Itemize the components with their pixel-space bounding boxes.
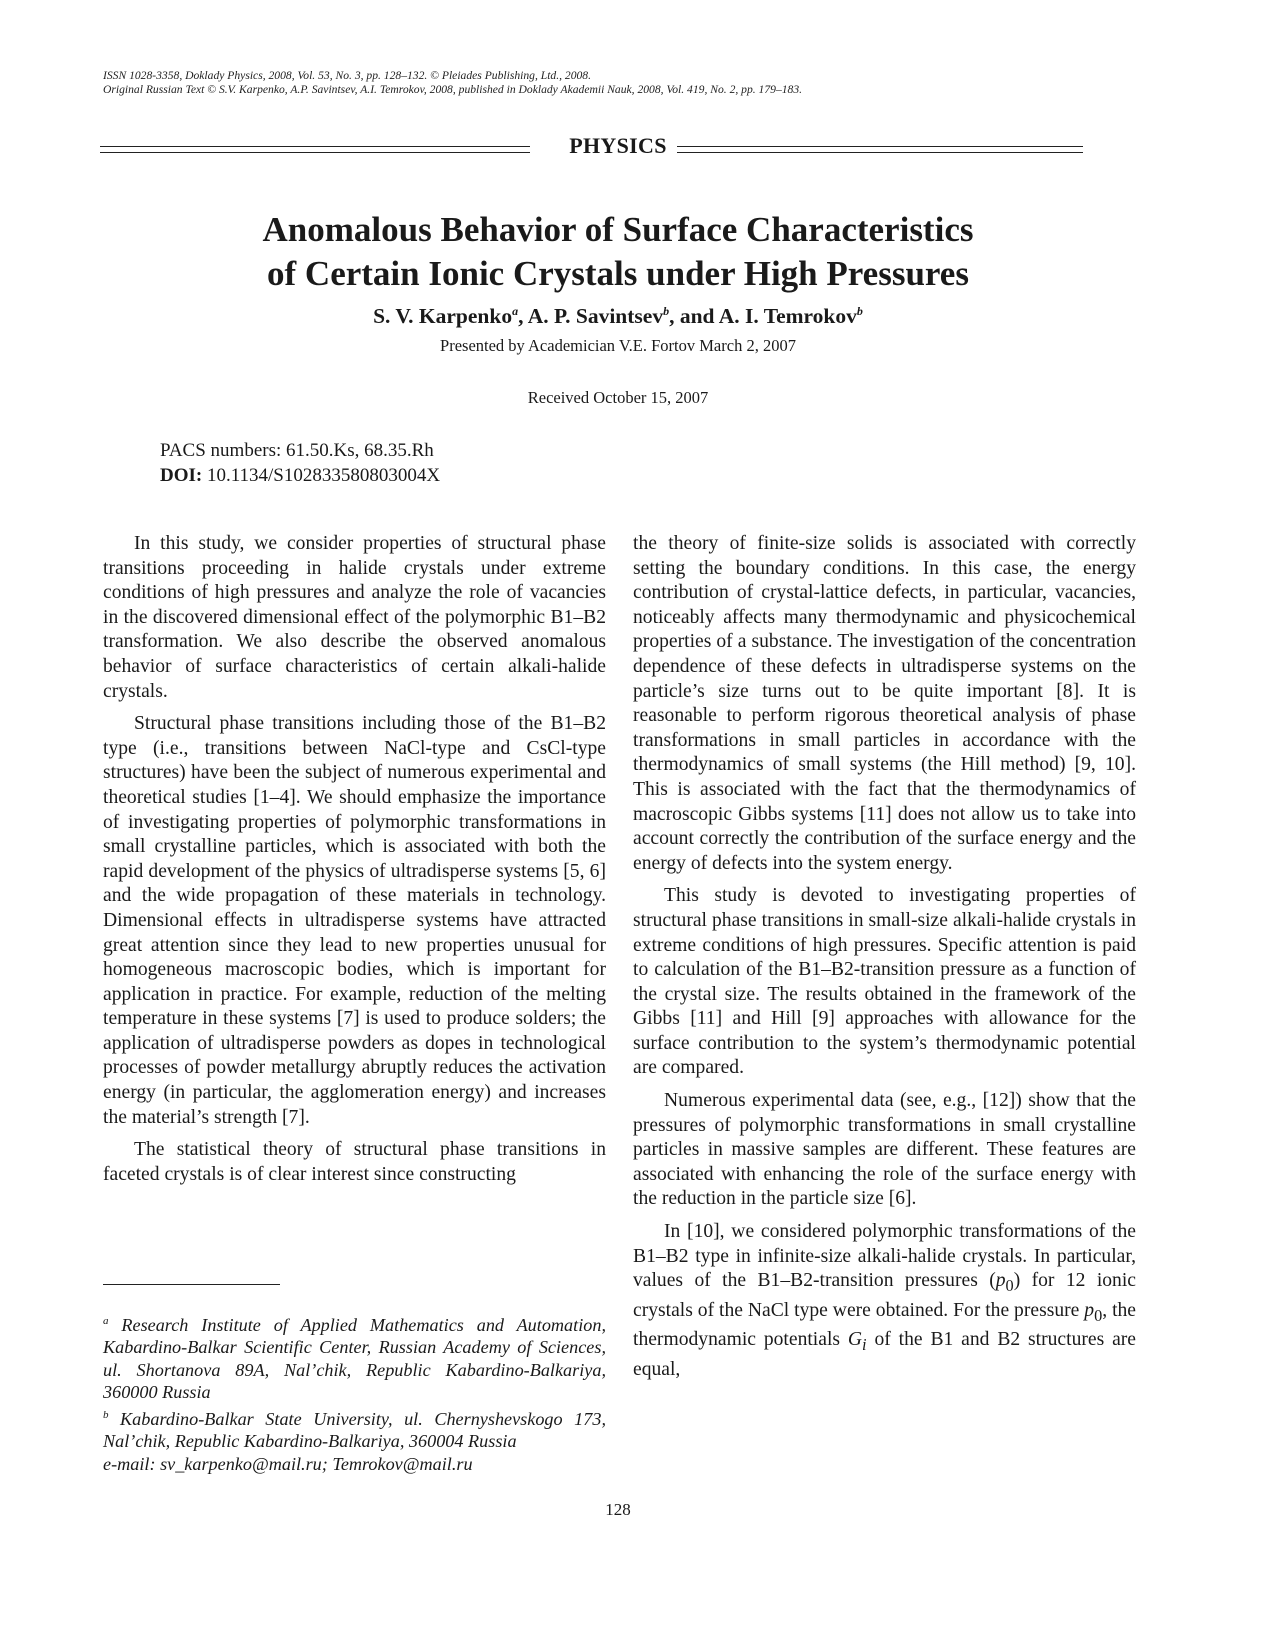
pacs-numbers: PACS numbers: 61.50.Ks, 68.35.Rh: [160, 440, 434, 461]
identifiers: [160, 438, 440, 488]
author-2-affiliation: b: [663, 304, 670, 318]
email-line: e-mail: sv_karpenko@mail.ru; Temrokov@mail.ru: [103, 1453, 473, 1474]
header-line-2: Original Russian Text © S.V. Karpenko, A.P. Savintsev, A.I. Temrokov, 2008, published in Doklady Akademii Nauk, 2008, Vol. 419, No. 2, pp. 179–183.: [103, 83, 803, 96]
doi: [160, 463, 440, 488]
title-line-2: of Certain Ionic Crystals under High Pressures: [267, 254, 969, 293]
paragraph: In [10], we considered polymorphic transformations of the B1–B2 type in infinite-size alkali-halide crystals. In particular, values of the B1–B2-transition pressures $(p_0)$ for 12 ionic crystals of the NaCl type were obtained. For the pressure $p_0$, the thermodynamic potentials $G_i$ of the B1 and B2 structures are equal,: [633, 1221, 1137, 1380]
paragraph: Structural phase transitions including those of the B1–B2 type (i.e., transitions between NaCl-type and CsCl-type structures) have been the subject of numerous experimental and theoretical studies [1–4]. We should emphasize the importance of investigating properties of polymorphic transformations in small crystalline particles, which is associated with both the rapid development of the physics of ultradisperse systems [5, 6] and the wide propagation of these materials in technology. Dimensional effects in ultradisperse systems have attracted great attention since they lead to new properties unusual for homogeneous macroscopic bodies, which is important for application in practice. For example, reduction of the melting temperature in these systems [7] is used to produce solders; the application of ultradisperse powders as dopes in technological processes of powder metallurgy abruptly reduces the activation energy (in particular, the agglomeration energy) and increases the material’s strength [7].: [103, 713, 606, 1128]
author-1-affiliation: a: [512, 304, 519, 318]
author-separator: , and: [669, 304, 719, 329]
author-3-affiliation: b: [856, 304, 863, 318]
author-list: [0, 304, 1236, 329]
left-column: [103, 532, 606, 1195]
paragraph: Numerous experimental data (see, e.g., [12]) show that the pressures of polymorphic transformations in small crystalline particles in massive samples are different. These features are associated with enhancing the role of the surface energy with the reduction in the particle size [6].: [633, 1090, 1136, 1210]
doi-label: DOI:: [160, 465, 203, 486]
title-line-1: Anomalous Behavior of Surface Characteristics: [262, 210, 974, 249]
received-date: Received October 15, 2007: [527, 388, 709, 407]
doi-value: 10.1134/S102833580803004X: [202, 465, 441, 486]
paper-title: [0, 208, 1236, 296]
paragraph: The statistical theory of structural phase transitions in faceted crystals is of clear interest since constructing: [103, 1139, 606, 1185]
section-heading: PHYSICS: [0, 133, 1236, 159]
footnotes: [103, 1310, 606, 1475]
footnote-divider: [103, 1284, 280, 1285]
author-1: S. V. Karpenko: [373, 304, 513, 329]
header-line-1: ISSN 1028-3358, Doklady Physics, 2008, Vol. 53, No. 3, pp. 128–132. © Pleiades Publishing, Ltd., 2008.: [103, 69, 591, 82]
paragraph: This study is devoted to investigating properties of structural phase transitions in small-size alkali-halide crystals in extreme conditions of high pressures. Specific attention is paid to calculation of the B1–B2-transition pressure as a function of the crystal size. The results obtained in the framework of the Gibbs [11] and Hill [9] approaches with allowance for the surface contribution to the system’s thermodynamic potential are compared.: [633, 885, 1136, 1079]
footnote-a: $^a$ Research Institute of Applied Mathematics and Automation, Kabardino-Balkar Scientific Center, Russian Academy of Sciences, ul. Shortanova 89A, Nal’chik, Republic Kabardino-Balkariya, 360000 Russia: [103, 1315, 606, 1403]
journal-header: [103, 69, 1183, 97]
page-number: 128: [605, 1500, 631, 1519]
presented-by: Presented by Academician V.E. Fortov March 2, 2007: [440, 336, 796, 355]
author-3: A. I. Temrokov: [718, 304, 857, 329]
paragraph: In this study, we consider properties of structural phase transitions proceeding in halide crystals under extreme conditions of high pressures and analyze the role of vacancies in the discovered dimensional effect of the polymorphic B1–B2 transformation. We also describe the observed anomalous behavior of surface characteristics of certain alkali-halide crystals.: [103, 533, 606, 702]
author-2: A. P. Savintsev: [527, 304, 664, 329]
footnote-b: $^b$ Kabardino-Balkar State University, ul. Chernyshevskogo 173, Nal’chik, Republic Kabardino-Balkariya, 360004 Russia: [103, 1408, 606, 1452]
right-column: [633, 532, 1136, 1390]
paragraph: the theory of finite-size solids is associated with correctly setting the boundary conditions. In this case, the energy contribution of crystal-lattice defects, in particular, vacancies, noticeably affects many thermodynamic and physicochemical properties of a substance. The investigation of the concentration dependence of these defects in ultradisperse systems on the particle’s size turns out to be quite important [8]. It is reasonable to perform rigorous theoretical analysis of phase transformations in small particles in accordance with the thermodynamics of small systems (the Hill method) [9, 10]. This is associated with the fact that the thermodynamics of macroscopic Gibbs systems [11] does not allow us to take into account correctly the contribution of the surface energy and the energy of defects into the system energy.: [633, 533, 1136, 874]
author-separator: ,: [518, 304, 528, 329]
